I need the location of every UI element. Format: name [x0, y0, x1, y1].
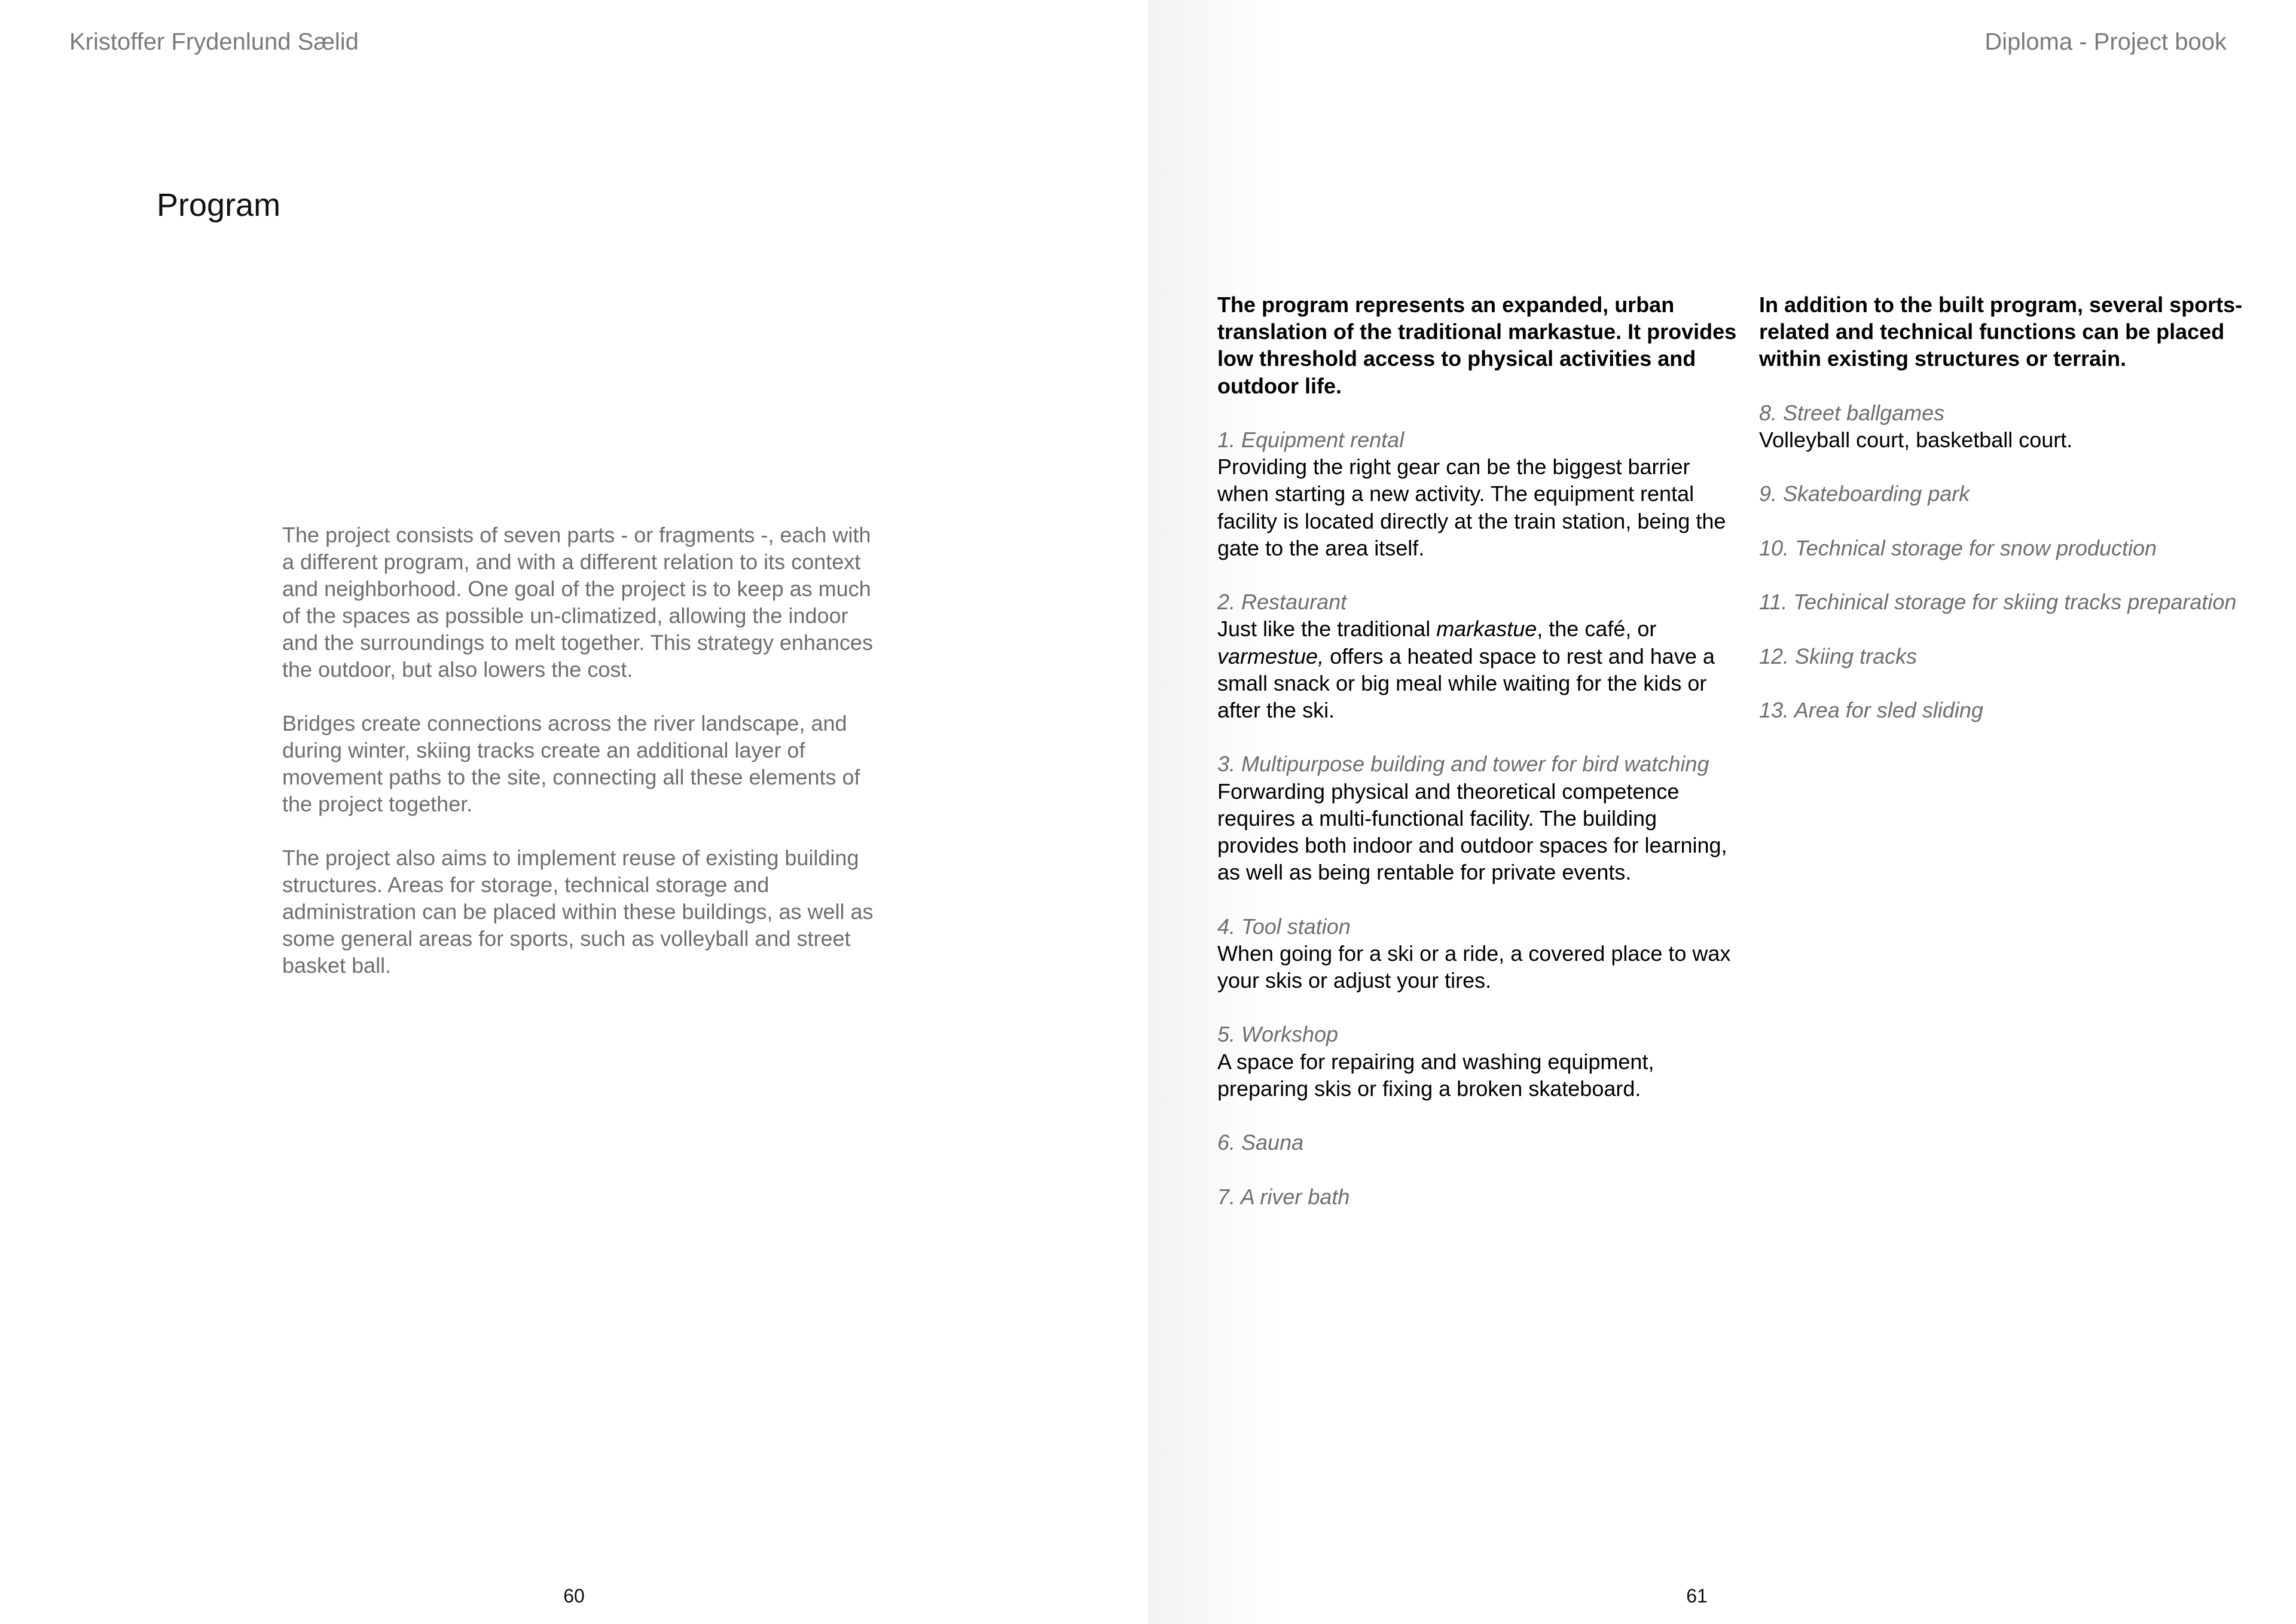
- program-item-title: 4. Tool station: [1217, 914, 1351, 939]
- program-item: [1217, 1021, 1744, 1102]
- program-item: [1217, 426, 1744, 561]
- intro-paragraph: The project consists of seven parts - or fragments -, each with a different program, and with a different relation to its context and neighborhood. One goal of the project is to keep as much of the spaces as possible un-climatized, allowing the indoor and the surroundings to melt together. This strategy enhances the outdoor, but also lowers the cost.: [282, 523, 873, 682]
- program-item-title: 2. Restaurant: [1217, 590, 1347, 615]
- program-item: [1759, 643, 2249, 670]
- running-head-author: Kristoffer Frydenlund Sælid: [69, 29, 359, 55]
- program-item-body: A space for repairing and washing equipment, preparing skis or fixing a broken skateboard.: [1217, 1049, 1654, 1101]
- body-text: offers a heated space to rest and have a small snack or big meal while waiting for the kids or after the ski.: [1217, 643, 1715, 723]
- program-item-title: 12. Skiing tracks: [1759, 643, 1918, 668]
- program-column-2: [1759, 291, 2249, 750]
- program-item-body: Providing the right gear can be the biggest barrier when starting a new activity. The equipment rental facility is located directly at the train station, being the gate to the area itself.: [1217, 454, 1726, 560]
- program-item-title: 3. Multipurpose building and tower for bird watching: [1217, 752, 1709, 777]
- program-item-title: 5. Workshop: [1217, 1022, 1339, 1047]
- program-item: [1759, 535, 2249, 561]
- term-markastue: markastue: [1436, 616, 1537, 642]
- program-item: [1217, 913, 1744, 994]
- program-item-title: 9. Skateboarding park: [1759, 481, 1970, 506]
- body-text: , the café, or: [1537, 616, 1657, 642]
- page-number: 61: [1686, 1585, 1708, 1607]
- intro-text: [282, 521, 880, 1006]
- program-item-title: 13. Area for sled sliding: [1759, 697, 1983, 722]
- program-item: [1759, 588, 2249, 615]
- intro-paragraph: The project also aims to implement reuse of existing building structures. Areas for storage, technical storage and administration can be placed within these buildings, as well as some general areas for sports, such as volleyball and street basket ball.: [282, 845, 874, 978]
- program-item: [1217, 1183, 1744, 1210]
- page-title: Program: [157, 187, 281, 223]
- column-lead: In addition to the built program, several sports-related and technical functions can be placed within existing structures or terrain.: [1759, 292, 2243, 371]
- running-head-book-title: Diploma - Project book: [1984, 29, 2227, 55]
- program-column-1: [1217, 291, 1744, 1237]
- program-item: [1759, 480, 2249, 507]
- right-page: [1148, 0, 2296, 1624]
- program-item: [1217, 750, 1744, 886]
- program-item-title: 8. Street ballgames: [1759, 400, 1945, 425]
- program-item-title: 6. Sauna: [1217, 1130, 1304, 1155]
- term-varmestue: varmestue,: [1217, 643, 1324, 668]
- program-item-body: Forwarding physical and theoretical competence requires a multi-functional facility. The building provides both indoor and outdoor spaces for learning, as well as being rentable for private events.: [1217, 779, 1727, 885]
- program-item-title: 1. Equipment rental: [1217, 428, 1405, 452]
- body-text: Just like the traditional: [1217, 616, 1437, 642]
- program-item: [1217, 1129, 1744, 1156]
- program-item: [1759, 697, 2249, 724]
- program-item-body: When going for a ski or a ride, a covered place to wax your skis or adjust your tires.: [1217, 941, 1731, 993]
- program-item-body: [1217, 615, 1744, 724]
- program-item-body: Volleyball court, basketball court.: [1759, 428, 2073, 452]
- program-item: [1217, 588, 1744, 724]
- program-item-title: 10. Technical storage for snow production: [1759, 535, 2157, 560]
- program-item-title: 7. A river bath: [1217, 1184, 1350, 1209]
- page-number: 60: [563, 1585, 585, 1607]
- column-lead: The program represents an expanded, urban translation of the traditional markastue. It provides low threshold access to physical activities and outdoor life.: [1217, 292, 1737, 398]
- program-item-title: 11. Techinical storage for skiing tracks preparation: [1759, 590, 2237, 615]
- program-item: [1759, 399, 2249, 453]
- intro-paragraph: Bridges create connections across the river landscape, and during winter, skiing tracks create an additional layer of movement paths to the site, connecting all these elements of the project together.: [282, 711, 860, 816]
